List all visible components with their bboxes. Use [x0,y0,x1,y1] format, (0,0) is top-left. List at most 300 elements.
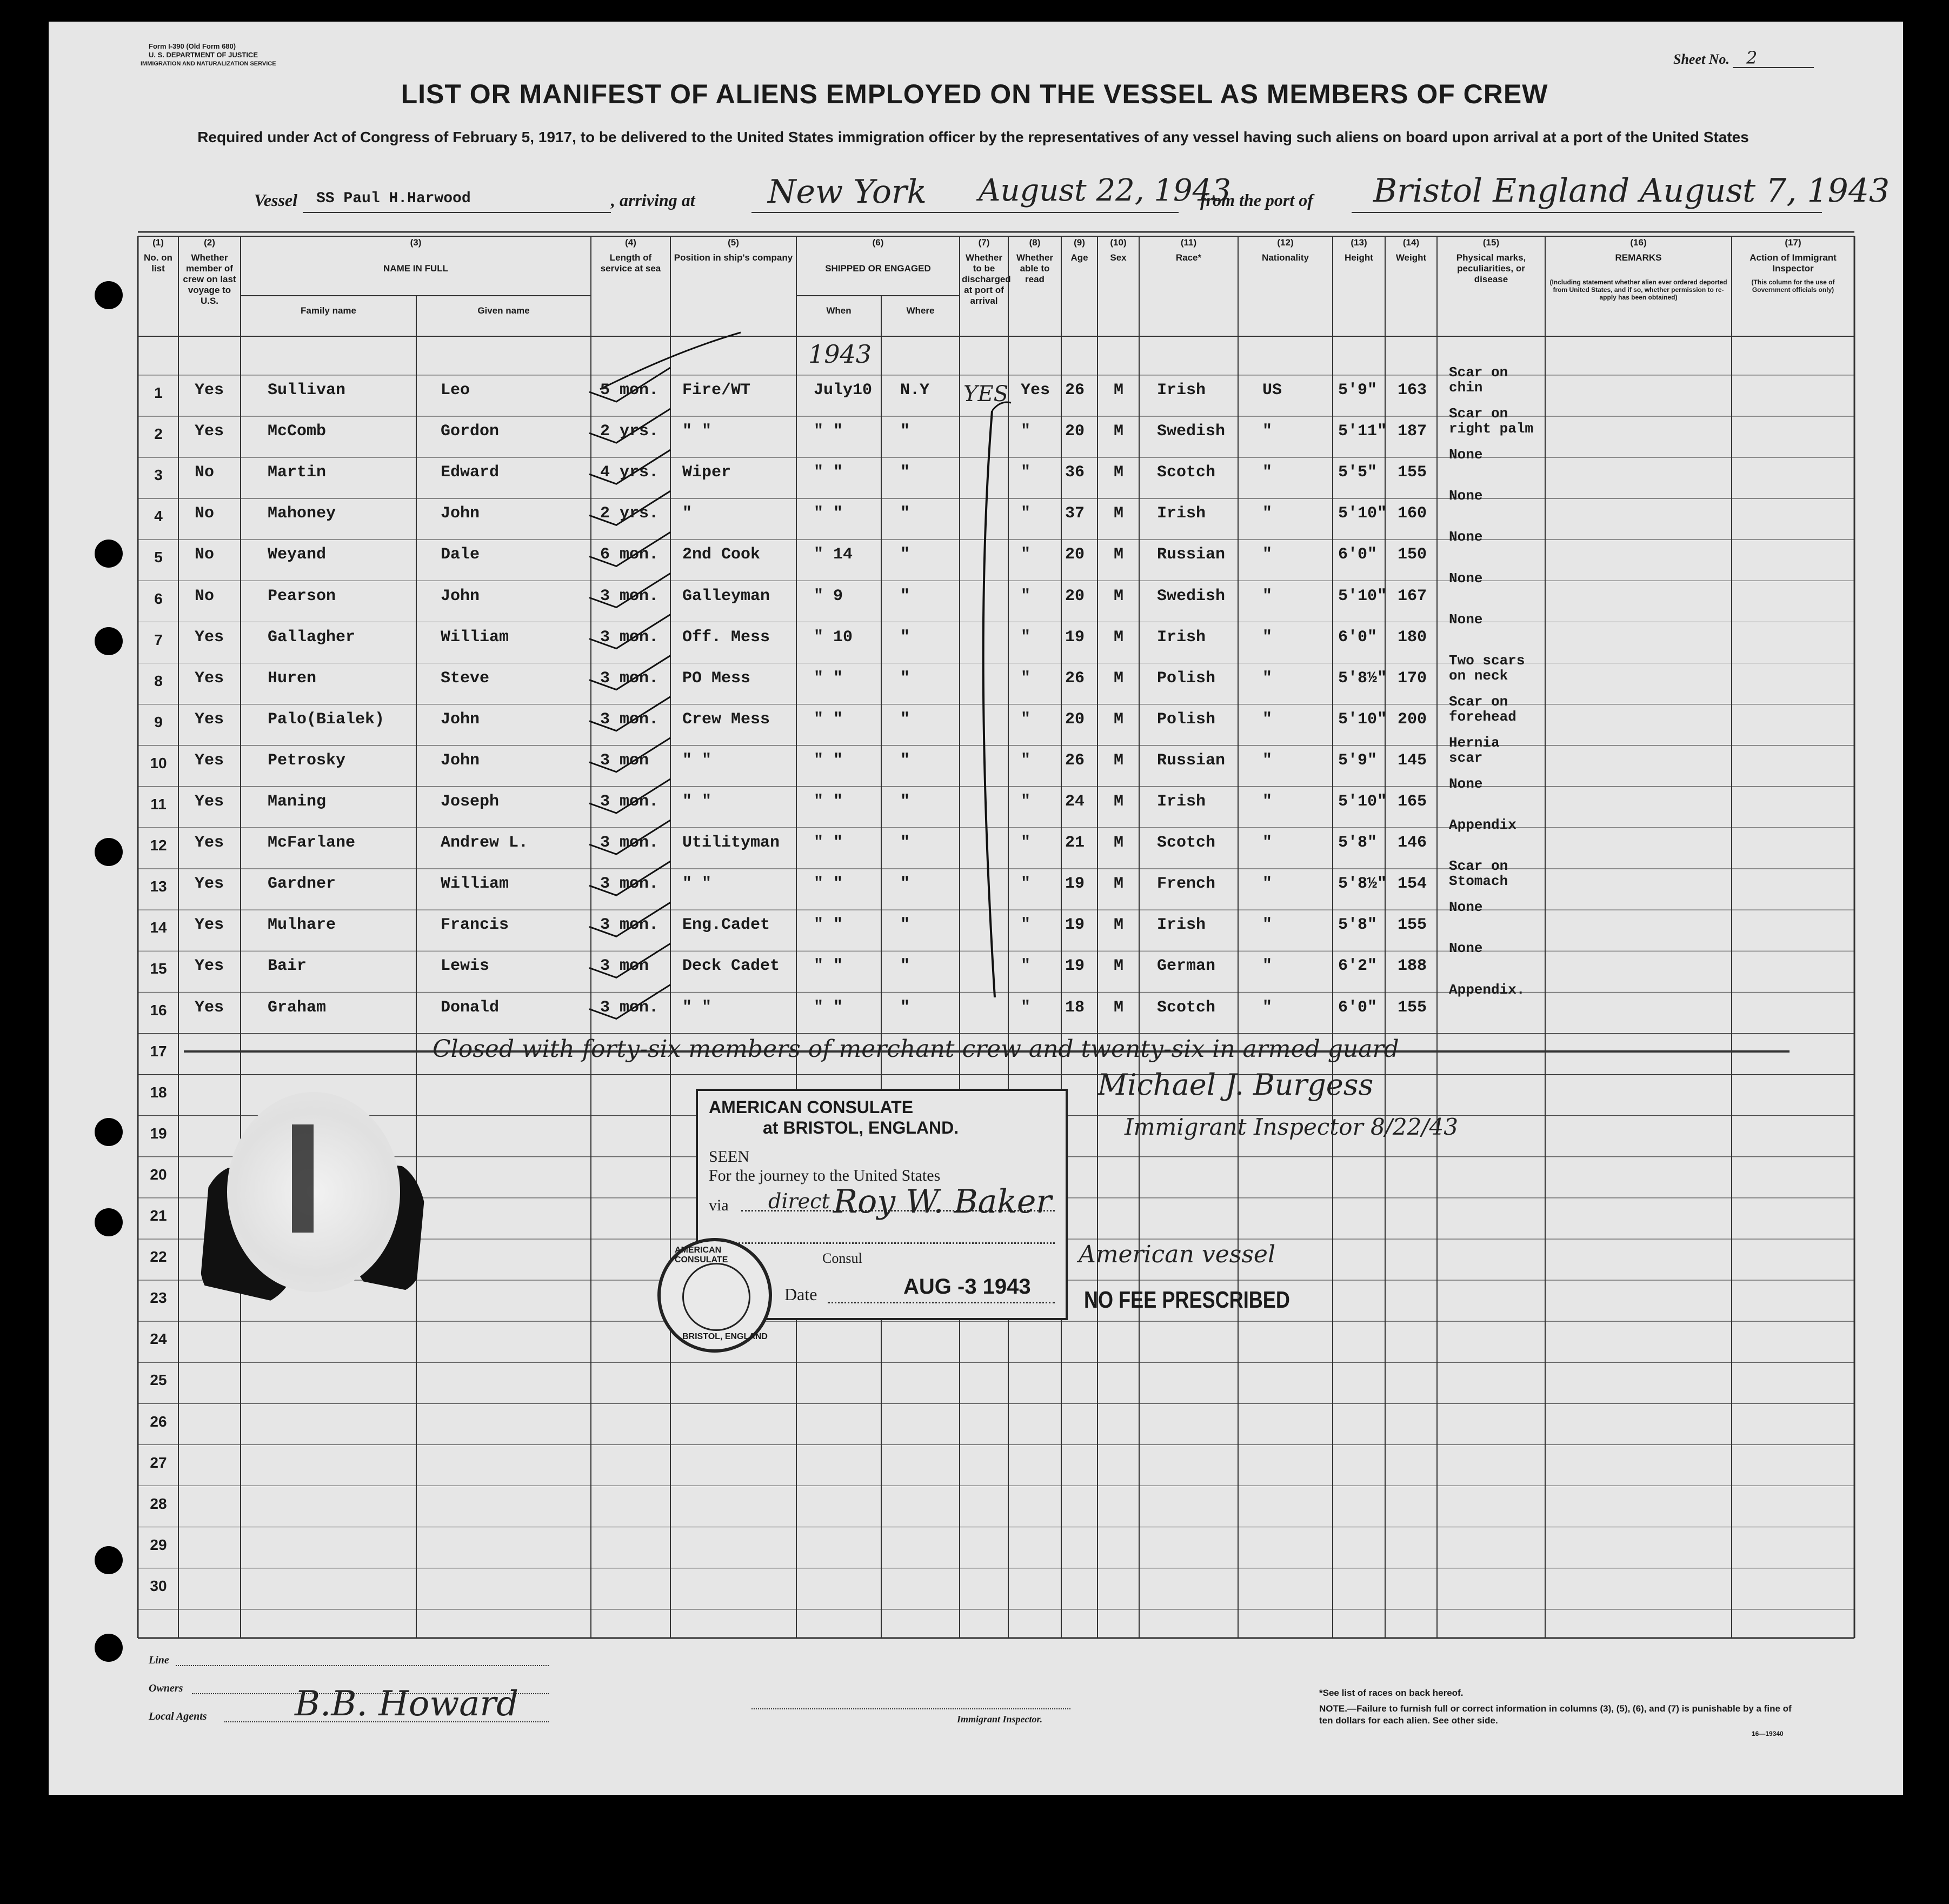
sex-cell: M [1114,628,1124,647]
able-to-read-cell: " [1021,834,1031,853]
row-number: 15 [150,960,167,977]
column-header: No. on list [144,252,172,274]
weight-cell: 155 [1398,463,1427,482]
height-cell: 5'8½" [1338,875,1387,894]
service: IMMIGRATION AND NATURALIZATION SERVICE [141,61,276,67]
weight-cell: 200 [1398,710,1427,729]
race-cell: Russian [1157,751,1226,770]
height-cell: 5'10" [1338,504,1387,523]
family-name-cell: Gardner [268,875,336,894]
column-subheader: When [826,305,852,316]
shipped-where-cell: " [900,875,910,894]
height-cell: 5'9" [1338,751,1378,770]
nationality-cell: " [1262,751,1273,770]
able-to-read-cell: " [1021,422,1031,441]
prev-voyage-cell: Yes [195,793,224,811]
shipped-when-cell: " " [814,669,843,688]
sex-cell: M [1114,504,1124,523]
stamp-consul: Consul [822,1250,862,1266]
race-cell: Scotch [1157,834,1216,853]
prev-voyage-cell: Yes [195,422,224,441]
race-cell: Swedish [1157,422,1226,441]
shipped-where-cell: " [900,587,910,605]
shipped-where-cell: " [900,998,910,1017]
weight-cell: 160 [1398,504,1427,523]
given-name-cell: Dale [441,545,480,564]
height-cell: 5'9" [1338,381,1378,400]
prev-voyage-cell: Yes [195,957,224,976]
age-cell: 24 [1065,793,1085,811]
height-cell: 5'5" [1338,463,1378,482]
line-underline [176,1665,549,1666]
seal-shadow [292,1124,314,1233]
physical-marks-cell: None [1449,447,1483,463]
shipped-where-cell: " [900,916,910,935]
column-number: (12) [1277,237,1294,248]
vessel-name: SS Paul H.Harwood [316,190,471,207]
column-number: (2) [204,237,215,248]
consulate-seal [657,1238,772,1353]
physical-marks-cell: Hernia scar [1449,734,1500,766]
family-name-cell: Huren [268,669,317,688]
race-cell: Swedish [1157,587,1226,605]
service-length-cell: 3 mon. [600,587,659,605]
arriving-port: New York [768,173,927,211]
shipped-where-cell: " [900,545,910,564]
column-sublabel: (This column for the use of Government officials only) [1751,278,1835,294]
sex-cell: M [1114,381,1124,400]
footer-owners-label: Owners [149,1682,183,1694]
age-cell: 26 [1065,381,1085,400]
position-cell: 2nd Cook [682,545,761,564]
column-number: (5) [728,237,739,248]
able-to-read-cell: " [1021,710,1031,729]
vessel-label: Vessel [254,190,297,210]
weight-cell: 155 [1398,916,1427,935]
given-name-cell: Edward [441,463,500,482]
shipped-when-cell: " 14 [814,545,853,564]
family-name-cell: Graham [268,998,327,1017]
nationality-cell: " [1262,875,1273,894]
shipped-when-cell: July10 [814,381,873,400]
family-name-cell: Mahoney [268,504,336,523]
height-cell: 6'2" [1338,957,1378,976]
shipped-when-cell: " " [814,957,843,976]
row-number: 16 [150,1001,167,1018]
able-to-read-cell: " [1021,504,1031,523]
shipped-where-cell: N.Y [900,381,930,400]
prev-voyage-cell: No [195,545,215,564]
requirement-text: Required under Act of Congress of February 5, 1917, to be delivered to the United States immigration officer by the representatives of any vessel having such aliens on board upon arrival at a port of the United States [197,129,1749,145]
from-port: Bristol England August 7, 1943 [1373,172,1890,210]
given-name-cell: William [441,628,509,647]
column-number: (16) [1630,237,1647,248]
column-header: NAME IN FULL [383,263,448,274]
family-name-cell: Gallagher [268,628,356,647]
column-header: Sex [1110,252,1127,263]
consul-signature: Roy W. Baker [833,1183,1052,1221]
shipped-when-cell: " 9 [814,587,843,605]
physical-marks-cell: None [1449,776,1483,792]
prev-voyage-cell: Yes [195,916,224,935]
inspector-title: Immigrant Inspector 8/22/43 [1125,1114,1458,1140]
race-cell: Irish [1157,793,1206,811]
weight-cell: 145 [1398,751,1427,770]
stamp-line2: at BRISTOL, ENGLAND. [763,1118,959,1137]
service-length-cell: 3 mon. [600,628,659,647]
closing-note: Closed with forty-six members of merchant crew and twenty-six in armed guard [433,1035,1399,1063]
able-to-read-cell: " [1021,957,1031,976]
arriving-date: August 22, 1943 [979,173,1231,208]
able-to-read-cell: " [1021,916,1031,935]
eagle-emblem-icon [682,1263,750,1331]
physical-marks-cell: Appendix. [1449,981,1525,998]
nationality-cell: " [1262,834,1273,853]
physical-marks-cell: Two scars on neck [1449,652,1525,684]
position-cell: Galleyman [682,587,770,605]
column-number: (13) [1351,237,1367,248]
age-cell: 20 [1065,710,1085,729]
family-name-cell: Weyand [268,545,327,564]
position-cell: Crew Mess [682,710,770,729]
race-cell: Scotch [1157,463,1216,482]
shipped-where-cell: " [900,504,910,523]
column-header: Action of Immigrant Inspector [1750,252,1837,274]
family-name-cell: Martin [268,463,327,482]
prev-voyage-cell: Yes [195,710,224,729]
weight-cell: 155 [1398,998,1427,1017]
sex-cell: M [1114,751,1124,770]
shipped-where-cell: " [900,793,910,811]
weight-cell: 180 [1398,628,1427,647]
column-number: (9) [1074,237,1085,248]
column-header: Position in ship's company [674,252,793,263]
column-subheader: Where [906,305,935,316]
nationality-cell: " [1262,710,1273,729]
family-name-cell: Palo(Bialek) [268,710,385,729]
inspector-underline [751,1708,1070,1709]
age-cell: 20 [1065,587,1085,605]
column-number: (6) [872,237,884,248]
column-number: (7) [978,237,990,248]
age-cell: 18 [1065,998,1085,1017]
race-cell: German [1157,957,1216,976]
row-number: 1 [154,384,163,401]
column-number: (1) [152,237,164,248]
shipped-when-cell: " " [814,422,843,441]
row-number: 2 [154,425,163,443]
able-to-read-cell: " [1021,463,1031,482]
column-header: Age [1070,252,1088,263]
column-number: (15) [1482,237,1500,248]
height-cell: 5'10" [1338,587,1387,605]
column-number: (11) [1180,237,1197,248]
nationality-cell: " [1262,504,1273,523]
stamp-date-value: AUG -3 1943 [903,1275,1031,1299]
stamp-line1: AMERICAN CONSULATE [709,1097,914,1117]
signature-dotted-line [709,1242,1055,1244]
shipped-where-cell: " [900,422,910,441]
row-number: 25 [150,1372,167,1389]
row-number: 8 [154,672,163,689]
shipped-where-cell: " [900,710,910,729]
able-to-read-cell: " [1021,751,1031,770]
race-cell: Irish [1157,628,1206,647]
service-length-cell: 3 mon. [600,998,659,1017]
age-cell: 37 [1065,504,1085,523]
age-cell: 36 [1065,463,1085,482]
given-name-cell: John [441,504,480,523]
position-cell: Utilityman [682,834,780,853]
prev-voyage-cell: Yes [195,751,224,770]
service-length-cell: 3 mon [600,751,649,770]
service-length-cell: 3 mon [600,957,649,976]
given-name-cell: John [441,710,480,729]
shipped-when-cell: " " [814,463,843,482]
family-name-cell: Sullivan [268,381,346,400]
service-length-cell: 3 mon. [600,875,659,894]
shipped-when-cell: " " [814,751,843,770]
column-header: Whether member of crew on last voyage to U.S. [183,252,236,306]
weight-cell: 165 [1398,793,1427,811]
races-note: *See list of races on back hereof. [1319,1688,1464,1698]
american-vessel-note: American vessel [1079,1241,1276,1268]
shipped-when-cell: " " [814,710,843,729]
race-cell: Irish [1157,916,1206,935]
race-cell: Scotch [1157,998,1216,1017]
fine-note: NOTE.—Failure to furnish full or correct information in columns (3), (5), (6), and (7) is punishable by a fine of ten dollars for each alien. See other side. [1319,1703,1792,1726]
sex-cell: M [1114,998,1124,1017]
row-number: 3 [154,467,163,484]
row-number: 27 [150,1454,167,1471]
sex-cell: M [1114,793,1124,811]
position-cell: " " [682,751,712,770]
column-number: (17) [1785,237,1801,248]
physical-marks-cell: Scar on forehead [1449,693,1516,725]
nationality-cell: " [1262,916,1273,935]
row-number: 30 [150,1577,167,1594]
weight-cell: 146 [1398,834,1427,853]
position-cell: Fire/WT [682,381,751,400]
row-number: 22 [150,1248,167,1266]
nationality-cell: " [1262,793,1273,811]
row-number: 23 [150,1289,167,1307]
prev-voyage-cell: No [195,587,215,605]
position-cell: Eng.Cadet [682,916,770,935]
shipped-when-cell: " " [814,875,843,894]
date-dotted-line [828,1302,1055,1303]
row-number: 29 [150,1536,167,1553]
position-cell: Deck Cadet [682,957,780,976]
prev-voyage-cell: Yes [195,669,224,688]
footer-agents-label: Local Agents [149,1710,207,1722]
family-name-cell: McComb [268,422,327,441]
position-cell: " " [682,793,712,811]
prev-voyage-cell: Yes [195,628,224,647]
age-cell: 26 [1065,669,1085,688]
physical-marks-cell: None [1449,529,1483,545]
row-number: 12 [150,837,167,854]
position-cell: " [682,504,693,523]
form-id: Form I-390 (Old Form 680) [149,42,236,50]
nationality-cell: " [1262,669,1273,688]
family-name-cell: Bair [268,957,307,976]
nationality-cell: US [1262,381,1282,400]
able-to-read-cell: " [1021,998,1031,1017]
row-number: 4 [154,508,163,525]
able-to-read-cell: " [1021,628,1031,647]
height-cell: 6'0" [1338,998,1378,1017]
sex-cell: M [1114,545,1124,564]
given-name-cell: William [441,875,509,894]
column-header: Weight [1395,252,1427,263]
column-number: (10) [1110,237,1127,248]
row-number: 14 [150,919,167,936]
row-number: 20 [150,1166,167,1183]
sex-cell: M [1114,834,1124,853]
shipped-where-cell: " [900,669,910,688]
prev-voyage-cell: Yes [195,834,224,853]
inspector-signature: Michael J. Burgess [1097,1068,1374,1102]
sex-cell: M [1114,463,1124,482]
prev-voyage-cell: Yes [195,998,224,1017]
given-name-cell: Steve [441,669,490,688]
row-number: 9 [154,713,163,730]
height-cell: 6'0" [1338,628,1378,647]
family-name-cell: McFarlane [268,834,356,853]
sex-cell: M [1114,710,1124,729]
nationality-cell: " [1262,545,1273,564]
height-cell: 5'8" [1338,916,1378,935]
row-number: 13 [150,878,167,895]
column-header: SHIPPED OR ENGAGED [825,263,931,274]
family-name-cell: Maning [268,793,327,811]
able-to-read-cell: " [1021,669,1031,688]
age-cell: 19 [1065,957,1085,976]
seal-top-text: AMERICAN CONSULATE [675,1246,728,1264]
given-name-cell: Lewis [441,957,490,976]
height-cell: 5'8" [1338,834,1378,853]
height-cell: 5'10" [1338,710,1387,729]
age-cell: 19 [1065,875,1085,894]
shipped-where-cell: " [900,751,910,770]
family-name-cell: Pearson [268,587,336,605]
nationality-cell: " [1262,628,1273,647]
row-number: 7 [154,631,163,648]
position-cell: " " [682,875,712,894]
nationality-cell: " [1262,998,1273,1017]
given-name-cell: John [441,751,480,770]
position-cell: PO Mess [682,669,751,688]
row-number: 18 [150,1083,167,1101]
height-cell: 5'10" [1338,793,1387,811]
age-cell: 20 [1065,422,1085,441]
row-number: 26 [150,1413,167,1430]
weight-cell: 163 [1398,381,1427,400]
year-note: 1943 [808,339,872,369]
shipped-when-cell: " " [814,834,843,853]
race-cell: Polish [1157,710,1216,729]
service-length-cell: 4 yrs. [600,463,659,482]
age-cell: 26 [1065,751,1085,770]
shipped-when-cell: " " [814,793,843,811]
sheet-number: 2 [1746,48,1758,68]
height-cell: 5'8½" [1338,669,1387,688]
able-to-read-cell: Yes [1021,381,1050,400]
embossed-seal [227,1092,400,1292]
nationality-cell: " [1262,587,1273,605]
stamp-via-value: direct [768,1189,830,1213]
physical-marks-cell: None [1449,488,1483,504]
nationality-cell: " [1262,463,1273,482]
able-to-read-cell: " [1021,875,1031,894]
column-header: Whether able to read [1016,252,1053,284]
race-cell: French [1157,875,1216,894]
discharge-yes: YES [963,382,1009,407]
family-name-cell: Mulhare [268,916,336,935]
sheet-label: Sheet No. [1673,51,1730,67]
service-length-cell: 6 mon. [600,545,659,564]
given-name-cell: Andrew L. [441,834,529,853]
nationality-cell: " [1262,957,1273,976]
column-subheader: Given name [477,305,530,316]
column-sublabel: (Including statement whether alien ever ordered deported from United States, and if so, whether permission to re-apply has been obtained) [1549,278,1727,301]
sex-cell: M [1114,875,1124,894]
physical-marks-cell: Scar on Stomach [1449,858,1508,890]
physical-marks-cell: None [1449,940,1483,957]
sex-cell: M [1114,669,1124,688]
service-length-cell: 3 mon. [600,916,659,935]
column-number: (4) [625,237,636,248]
arriving-label: , arriving at [611,190,695,210]
prev-voyage-cell: Yes [195,875,224,894]
given-name-cell: Joseph [441,793,500,811]
prev-voyage-cell: Yes [195,381,224,400]
race-cell: Polish [1157,669,1216,688]
column-number: (8) [1029,237,1041,248]
footer-inspector-label: Immigrant Inspector. [957,1714,1043,1725]
age-cell: 19 [1065,628,1085,647]
column-header: Length of service at sea [600,252,661,274]
service-length-cell: 5 mon. [600,381,659,400]
sex-cell: M [1114,916,1124,935]
column-number: (3) [410,237,422,248]
prev-voyage-cell: No [195,463,215,482]
given-name-cell: Leo [441,381,470,400]
position-cell: " " [682,998,712,1017]
service-length-cell: 3 mon. [600,710,659,729]
row-number: 24 [150,1330,167,1348]
row-number: 5 [154,549,163,566]
position-cell: Wiper [682,463,731,482]
service-length-cell: 2 yrs. [600,504,659,523]
stamp-journey: For the journey to the United States [709,1167,941,1184]
shipped-when-cell: " " [814,916,843,935]
sex-cell: M [1114,957,1124,976]
row-number: 11 [150,796,167,813]
given-name-cell: John [441,587,480,605]
physical-marks-cell: Scar on chin [1449,364,1508,396]
shipped-when-cell: " " [814,504,843,523]
column-header: Nationality [1262,252,1309,263]
physical-marks-cell: Appendix [1449,817,1516,834]
from-label: from the port of [1200,190,1313,210]
row-number: 10 [150,754,167,771]
given-name-cell: Gordon [441,422,500,441]
weight-cell: 154 [1398,875,1427,894]
stamp-date-label: Date [784,1284,817,1304]
page-title: LIST OR MANIFEST OF ALIENS EMPLOYED ON THE VESSEL AS MEMBERS OF CREW [401,79,1548,109]
